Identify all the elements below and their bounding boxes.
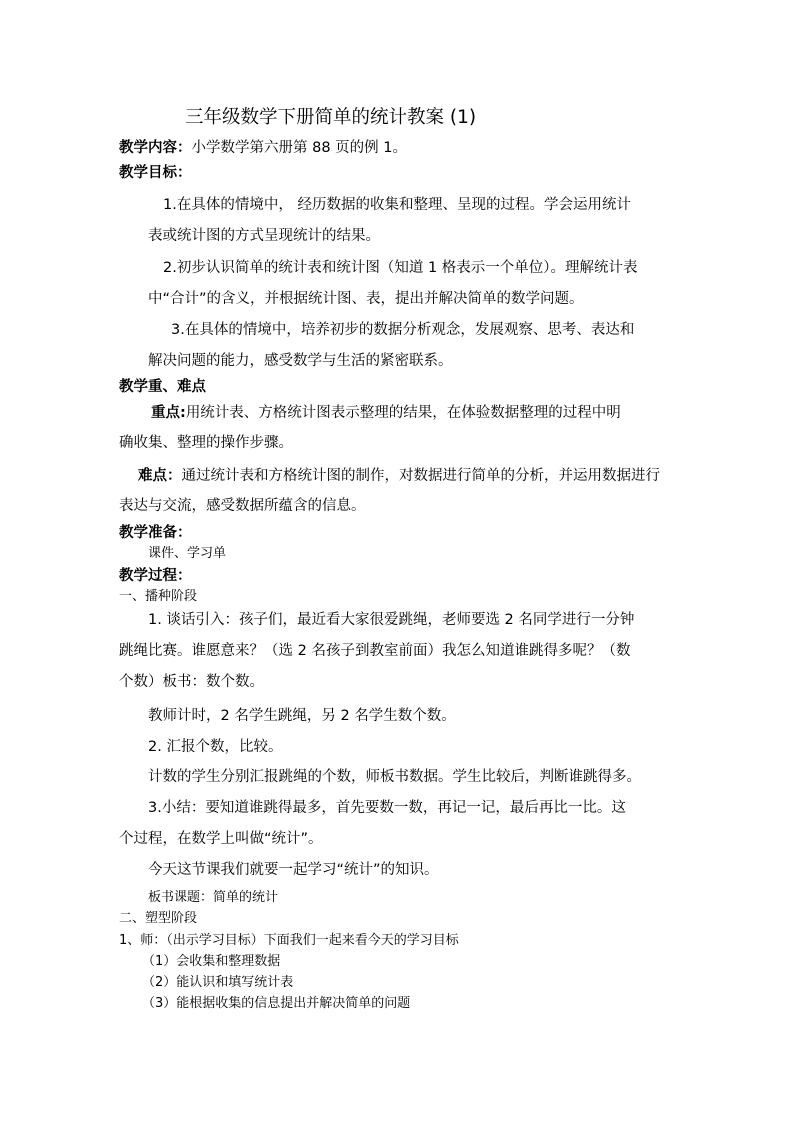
- key-point-text: 用统计表、方格统计图表示整理的结果，在体验数据整理的过程中明: [185, 405, 621, 421]
- goal-item-2: （2）能认识和填写统计表: [142, 975, 294, 990]
- content-text: 小学数学第六册第 88 页的例 1。: [191, 140, 408, 156]
- process-heading: 教学过程：: [119, 568, 192, 584]
- process-para-8: 1、师：（出示学习目标）下面我们一起来看今天的学习目标: [119, 933, 459, 948]
- phase-1-heading: 一、播种阶段: [119, 589, 198, 604]
- board-title-line: 板书课题：简单的统计: [148, 890, 279, 905]
- process-para-2: 教师计时，2 名学生跳绳，另 2 名学生数个数。: [148, 708, 456, 724]
- difficulty-label: 难点：: [138, 468, 182, 484]
- preparation-heading: 教学准备：: [119, 525, 192, 541]
- difficulty-text: 通过统计表和方格统计图的制作，对数据进行简单的分析，并运用数据进行: [181, 468, 660, 484]
- process-para-1-line-1: 1. 谈话引入：孩子们，最近看大家很爱跳绳，老师要选 2 名同学进行一分钟: [148, 612, 635, 628]
- key-points-heading: 教学重、难点: [119, 379, 206, 395]
- document-title: 三年级数学下册简单的统计教案 (1): [185, 107, 477, 128]
- goal-item-1: （1）会收集和整理数据: [142, 954, 281, 969]
- key-point-line-2: 确收集、整理的操作步骤。: [119, 435, 293, 451]
- goal-item-3: （3）能根据收集的信息提出并解决简单的问题: [142, 996, 411, 1011]
- objective-1-line-1: 1.在具体的情境中， 经历数据的收集和整理、呈现的过程。学会运用统计: [163, 197, 631, 213]
- process-para-4: 计数的学生分别汇报跳绳的个数，师板书数据。学生比较后，判断谁跳得多。: [148, 769, 641, 785]
- process-para-5-line-1: 3.小结：要知道谁跳得最多，首先要数一数，再记一记，最后再比一比。这: [148, 800, 626, 816]
- process-para-6: 今天这节课我们就要一起学习“统计”的知识。: [148, 862, 439, 878]
- objectives-heading: 教学目标：: [119, 165, 192, 181]
- objective-3-line-2: 解决问题的能力，感受数学与生活的紧密联系。: [148, 353, 453, 369]
- content-line: [119, 138, 407, 158]
- phase-2-heading: 二、塑型阶段: [119, 911, 198, 926]
- objective-1-line-2: 表或统计图的方式呈现统计的结果。: [148, 228, 380, 244]
- preparation-text: 课件、学习单: [148, 546, 227, 561]
- difficulty-line-1: [138, 466, 660, 486]
- process-para-1-line-3: 个数）板书：数个数。: [119, 674, 264, 690]
- objective-2-line-2: 中“合计”的含义，并根据统计图、表，提出并解决简单的数学问题。: [148, 291, 584, 307]
- content-label: 教学内容：: [119, 140, 192, 156]
- key-point-label: 重点:: [151, 405, 186, 421]
- process-para-1-line-2: 跳绳比赛。谁愿意来？（选 2 名孩子到教室前面）我怎么知道谁跳得多呢？（数: [119, 643, 631, 659]
- process-para-3: 2. 汇报个数，比较。: [148, 739, 283, 755]
- process-para-5-line-2: 个过程，在数学上叫做“统计”。: [119, 831, 323, 847]
- key-point-line-1: [151, 403, 621, 423]
- objective-3-line-1: 3.在具体的情境中，培养初步的数据分析观念，发展观察、思考、表达和: [171, 322, 635, 338]
- difficulty-line-2: 表达与交流，感受数据所蕴含的信息。: [119, 498, 366, 514]
- objective-2-line-1: 2.初步认识简单的统计表和统计图（知道 1 格表示一个单位）。理解统计表: [163, 260, 638, 276]
